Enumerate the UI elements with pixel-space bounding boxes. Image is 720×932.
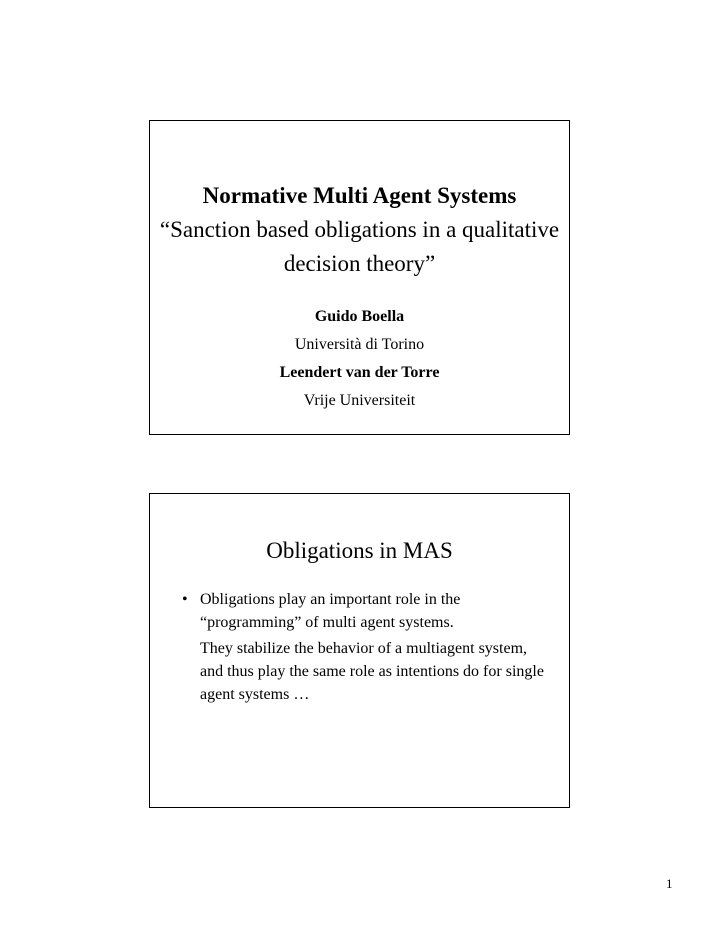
author-affiliation: Università di Torino <box>294 336 425 353</box>
slide-1 <box>149 120 570 435</box>
slide-1-title: Normative Multi Agent Systems <box>202 183 517 208</box>
page-number: 1 <box>666 876 673 891</box>
bullet-continuation-text: They stabilize the behavior of a multiagent system, and thus play the same role as intentions do for single agent systems … <box>200 640 544 703</box>
slide-1-title-block <box>150 179 569 281</box>
slide-1-subtitle: “Sanction based obligations in a qualitative decision theory” <box>159 217 560 276</box>
bullet-list <box>182 588 549 706</box>
bullet-text: Obligations play an important role in the “programming” of multi agent systems. <box>200 591 461 631</box>
author-name: Guido Boella <box>314 308 405 325</box>
author-affiliation: Vrije Universiteit <box>303 392 416 409</box>
bullet-item <box>182 588 549 706</box>
author-name: Leendert van der Torre <box>279 364 440 381</box>
bullet-icon: • <box>182 591 188 608</box>
slide-2 <box>149 493 570 808</box>
author-list <box>150 303 569 415</box>
slide-2-title: Obligations in MAS <box>266 538 453 563</box>
